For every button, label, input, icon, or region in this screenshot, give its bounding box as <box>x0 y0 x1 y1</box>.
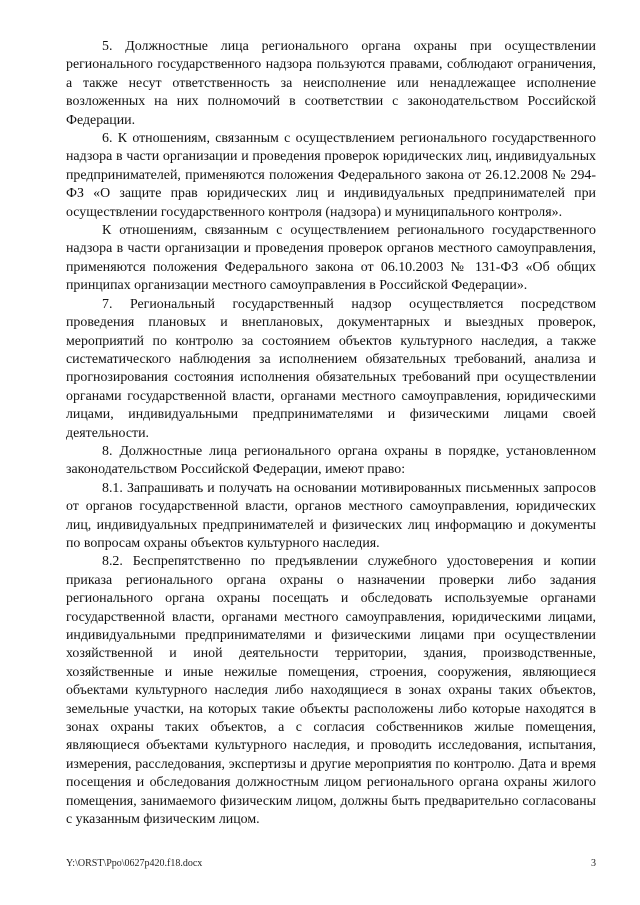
paragraph-6: 6. К отношениям, связанным с осуществлением регионального государственного надзора в части организации и проведения проверок юридических лиц, индивидуальных предпринимателей, применяются положения Федерального закона от 26.12.2008 № 294-ФЗ «О защите прав юридических лиц и индивидуальных предпринимателей при осуществлении государственного контроля (надзора) и муниципального контроля». <box>66 131 596 220</box>
paragraph-8-1: 8.1. Запрашивать и получать на основании мотивированных письменных запросов от органов государственной власти, органов местного самоуправления, юридических лиц, индивидуальных предпринимателей и физических лиц информацию и документы по вопросам охраны объектов культурного наследия. <box>66 480 596 551</box>
paragraph-5: 5. Должностные лица регионального органа охраны при осуществлении регионального государственного надзора пользуются правами, соблюдают ограничения, а также несут ответственность за неисполнение или ненадлежащее исполнение возложенных на них полномочий в соответствии с законодательством Российской Федерации. <box>66 39 596 128</box>
paragraph-6-continued: К отношениям, связанным с осуществлением регионального государственного надзора в части организации и проведения проверок органов местного самоуправления, применяются положения Федерального закона от 06.10.2003 № 131-ФЗ «Об общих принципах организации местного самоуправления в Российской Федерации». <box>66 223 596 294</box>
document-body <box>66 38 596 829</box>
paragraph-7: 7. Региональный государственный надзор осуществляется посредством проведения плановых и внеплановых, документарных и выездных проверок, мероприятий по контролю за состоянием объектов культурного наследия, а также систематического наблюдения за исполнением обязательных требований, анализа и прогнозирования состояния исполнения обязательных требований при осуществлении органами государственной власти, органами местного самоуправления, юридическими лицами, индивидуальными предпринимателями и физическими лицами своей деятельности. <box>66 296 596 441</box>
footer-file-path: Y:\ORST\Ppo\0627p420.f18.docx <box>66 858 203 869</box>
paragraph-8: 8. Должностные лица регионального органа охраны в порядке, установленном законодательством Российской Федерации, имеют право: <box>66 443 596 478</box>
footer-page-number: 3 <box>591 858 596 869</box>
paragraph-8-2: 8.2. Беспрепятственно по предъявлении служебного удостоверения и копии приказа регионального органа охраны о назначении проверки либо задания регионального органа охраны посещать и обследовать используемые органами государственной власти, органами местного самоуправления, юридическими лицами, индивидуальными предпринимателями и физическими лицами при осуществлении хозяйственной и иной деятельности территории, здания, производственные, хозяйственные и иные нежилые помещения, строения, сооружения, являющиеся объектами культурного наследия либо находящиеся в зонах охраны таких объектов, земельные участки, на которых такие объекты расположены либо которые находятся в зонах охраны таких объектов, а с согласия собственников жилые помещения, являющиеся объектами культурного наследия, и проводить исследования, испытания, измерения, расследования, экспертизы и другие мероприятия по контролю. Дата и время посещения и обследования должностным лицом регионального органа охраны жилого помещения, занимаемого физическим лицом, должны быть предварительно согласованы с указанным физическим лицом. <box>66 554 596 828</box>
